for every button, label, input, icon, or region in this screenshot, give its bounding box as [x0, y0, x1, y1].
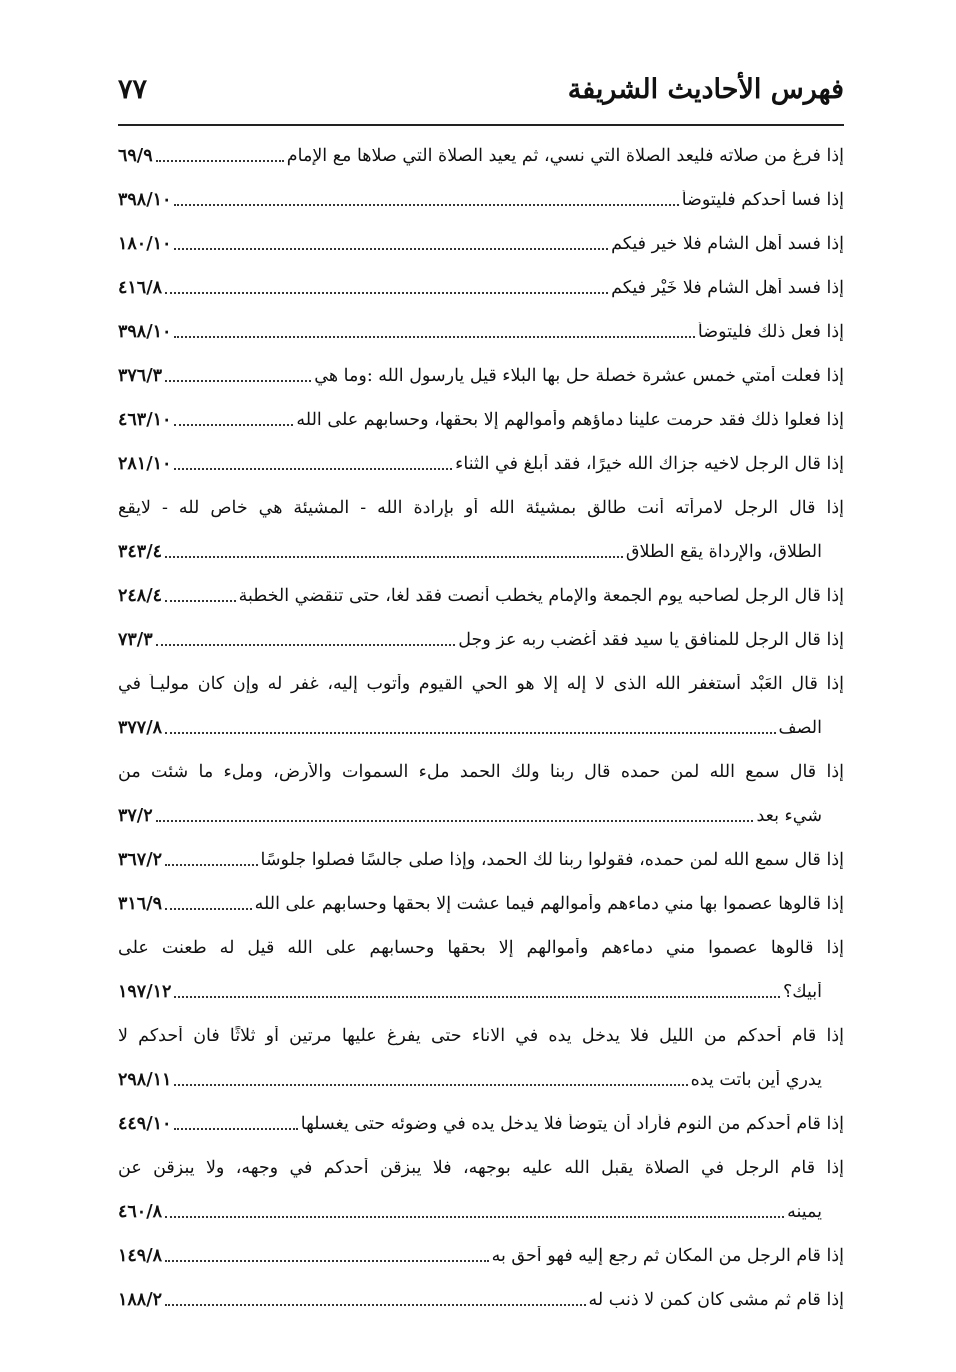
entry-text: الصف	[778, 718, 822, 738]
entry-text: إذا قالوها عصموا بها مني دماءهم وأموالهم فيما عشت إلا بحقها وحسابهم على الله	[254, 894, 844, 914]
index-entry	[118, 926, 844, 1014]
entry-text: إذا قال العَبْد أستغفر الله الذى لا إله إلا هو الحي القيوم وأتوب إليه، غفر له وإن كان موليـاً في	[118, 674, 844, 694]
dot-leader	[156, 820, 754, 822]
entry-line	[118, 1102, 844, 1146]
entry-line	[118, 398, 844, 442]
dot-leader	[165, 864, 258, 866]
entry-text: إذا فرغ من صلاته فليعد الصلاة التي نسي، ثم يعيد الصلاة التي صلاها مع الإمام	[286, 146, 844, 166]
entry-text: إذا قام أحدكم من الليل فلا يدخل يده في الاناء حتى يفرغ عليها مرتين أو ثلاثًا فان أحدكم لا	[118, 1026, 844, 1046]
entry-line	[118, 442, 844, 486]
header-rule	[118, 124, 844, 126]
entry-line	[118, 926, 844, 970]
entry-line	[118, 486, 844, 530]
dot-leader	[174, 204, 678, 206]
dot-leader	[165, 380, 311, 382]
entry-line	[118, 310, 844, 354]
index-entry	[118, 442, 844, 486]
entry-reference: ١٤٩/٨	[118, 1246, 162, 1266]
entry-line	[118, 706, 844, 750]
index-entry	[118, 178, 844, 222]
dot-leader	[174, 1084, 687, 1086]
entry-text: إذا قال الرجل لاخيه جزاك الله خيرًا، فقد أبلغ في الثناء	[455, 454, 844, 474]
dot-leader	[174, 336, 695, 338]
entry-line	[118, 222, 844, 266]
index-entry	[118, 222, 844, 266]
entry-line	[118, 1014, 844, 1058]
entry-reference: ٣٩٨/١٠	[118, 190, 172, 210]
entry-reference: ٢٩٨/١١	[118, 1070, 172, 1090]
entry-line	[118, 530, 844, 574]
entry-reference: ٦٩/٩	[118, 146, 153, 166]
entry-text: إذا فسا أحدكم فليتوضأ	[681, 190, 844, 210]
index-entry	[118, 354, 844, 398]
entry-text: إذا قال الرجل لصاحبه يوم الجمعة والإمام يخطب أنصت فقد لغا، حتى تنقضي الخطبة	[238, 586, 844, 606]
index-entry	[118, 134, 844, 178]
index-entry	[118, 882, 844, 926]
entry-text: إذا فعل ذلك فليتوضأ	[697, 322, 844, 342]
entry-reference: ١٨٨/٢	[118, 1290, 162, 1310]
entry-reference: ٤٦٣/١٠	[118, 410, 172, 430]
entry-reference: ٣٩٨/١٠	[118, 322, 172, 342]
index-entry	[118, 266, 844, 310]
entry-line	[118, 618, 844, 662]
entry-text: إذا قام ثم مشى كان كمن لا ذنب له	[588, 1290, 844, 1310]
entry-line	[118, 1190, 844, 1234]
entry-line	[118, 882, 844, 926]
dot-leader	[165, 908, 252, 910]
index-entry	[118, 398, 844, 442]
index-entry	[118, 574, 844, 618]
dot-leader	[174, 468, 452, 470]
entry-text: إذا قال سمع الله لمن حمده قال ربنا ولك الحمد ملء السموات والأرض، وملء ما شئت من	[118, 762, 844, 782]
index-entry	[118, 618, 844, 662]
entry-line	[118, 574, 844, 618]
index-entry	[118, 662, 844, 750]
entry-line	[118, 750, 844, 794]
index-entry	[118, 838, 844, 882]
entry-reference: ٣١٦/٩	[118, 894, 162, 914]
dot-leader	[165, 292, 608, 294]
dot-leader	[174, 996, 780, 998]
entry-text: الطلاق، والإرداة يقع الطلاق	[625, 542, 822, 562]
dot-leader	[165, 1216, 784, 1218]
dot-leader	[165, 1304, 586, 1306]
entry-line	[118, 794, 844, 838]
dot-leader	[165, 1260, 489, 1262]
entry-reference: ٢٤٨/٤	[118, 586, 162, 606]
entry-text: أبيك؟	[782, 982, 822, 1002]
entry-line	[118, 1058, 844, 1102]
page-title: فهرس الأحاديث الشريفة	[567, 73, 844, 105]
entry-text: يمينه	[787, 1202, 822, 1222]
dot-leader	[174, 248, 608, 250]
entry-line	[118, 1234, 844, 1278]
dot-leader	[156, 644, 456, 646]
entry-reference: ٤٤٩/١٠	[118, 1114, 172, 1134]
dot-leader	[174, 1128, 297, 1130]
entry-reference: ٤١٦/٨	[118, 278, 162, 298]
entry-text: إذا قال سمع الله لمن حمده، فقولوا ربنا لك الحمد، وإذا صلى جالسًا فصلوا جلوسًا	[260, 850, 844, 870]
entry-reference: ٣٤٣/٤	[118, 542, 162, 562]
index-entry	[118, 1278, 844, 1322]
dot-leader	[156, 160, 284, 162]
entry-line	[118, 1146, 844, 1190]
entry-text: إذا قام أحدكم من النوم فأراد أن يتوضأ فلا يدخل يده في وضوئه حتى يغسلها	[300, 1114, 844, 1134]
entry-reference: ٧٣/٣	[118, 630, 153, 650]
entry-reference: ٢٨١/١٠	[118, 454, 172, 474]
dot-leader	[165, 600, 236, 602]
entry-reference: ٣٧/٢	[118, 806, 153, 826]
index-entry	[118, 1102, 844, 1146]
index-entry	[118, 486, 844, 574]
index-entry	[118, 1146, 844, 1234]
entry-text: إذا قالوها عصموا مني دماءهم وأموالهم إلا بحقها وحسابهم على الله قيل له طعنت على	[118, 938, 844, 958]
hadith-index-list	[118, 134, 844, 1322]
entry-text: إذا قام الرجل من المكان ثم رجع إليه فهو أحق به	[491, 1246, 844, 1266]
index-entry	[118, 310, 844, 354]
entry-line	[118, 970, 844, 1014]
entry-reference: ٣٧٦/٣	[118, 366, 162, 386]
entry-text: يدري أين باتت يده	[690, 1070, 822, 1090]
index-entry	[118, 750, 844, 838]
index-entry	[118, 1234, 844, 1278]
entry-reference: ٣٦٧/٢	[118, 850, 162, 870]
dot-leader	[165, 732, 776, 734]
entry-reference: ٣٧٧/٨	[118, 718, 162, 738]
dot-leader	[174, 424, 293, 426]
dot-leader	[165, 556, 623, 558]
entry-line	[118, 1278, 844, 1322]
entry-reference: ١٨٠/١٠	[118, 234, 172, 254]
entry-text: إذا فسد أهل الشام فلا خَيْر فيكم	[611, 278, 844, 298]
entry-line	[118, 266, 844, 310]
entry-line	[118, 838, 844, 882]
entry-text: إذا قال الرجل للمنافق يا سيد فقد أغضب ربه عز وجل	[458, 630, 844, 650]
entry-reference: ١٩٧/١٢	[118, 982, 172, 1002]
entry-line	[118, 354, 844, 398]
page-header	[118, 66, 844, 112]
entry-text: إذا فسد أهل الشام فلا خير فيكم	[611, 234, 844, 254]
entry-text: إذا فعلت أمتي خمس عشرة خصلة حل بها البلاء قيل يارسول الله :وما هي	[314, 366, 844, 386]
entry-text: إذا قال الرجل لامرأته أنت طالق بمشيئة الله أو بإرادة الله - المشيئة هي خاص لله - لايقع	[118, 498, 844, 518]
entry-line	[118, 178, 844, 222]
entry-text: إذا قام الرجل في الصلاة يقبل الله عليه بوجهه، فلا يبزقن أحدكم في وجهه، ولا يبزقن عن	[118, 1158, 844, 1178]
index-entry	[118, 1014, 844, 1102]
entry-text: إذا فعلوا ذلك فقد حرمت علينا دماؤهم وأموالهم إلا بحقها، وحسابهم على الله	[296, 410, 844, 430]
entry-reference: ٤٦٠/٨	[118, 1202, 162, 1222]
page-number: ٧٧	[118, 73, 148, 105]
entry-line	[118, 662, 844, 706]
entry-line	[118, 134, 844, 178]
entry-text: شيء بعد	[756, 806, 822, 826]
